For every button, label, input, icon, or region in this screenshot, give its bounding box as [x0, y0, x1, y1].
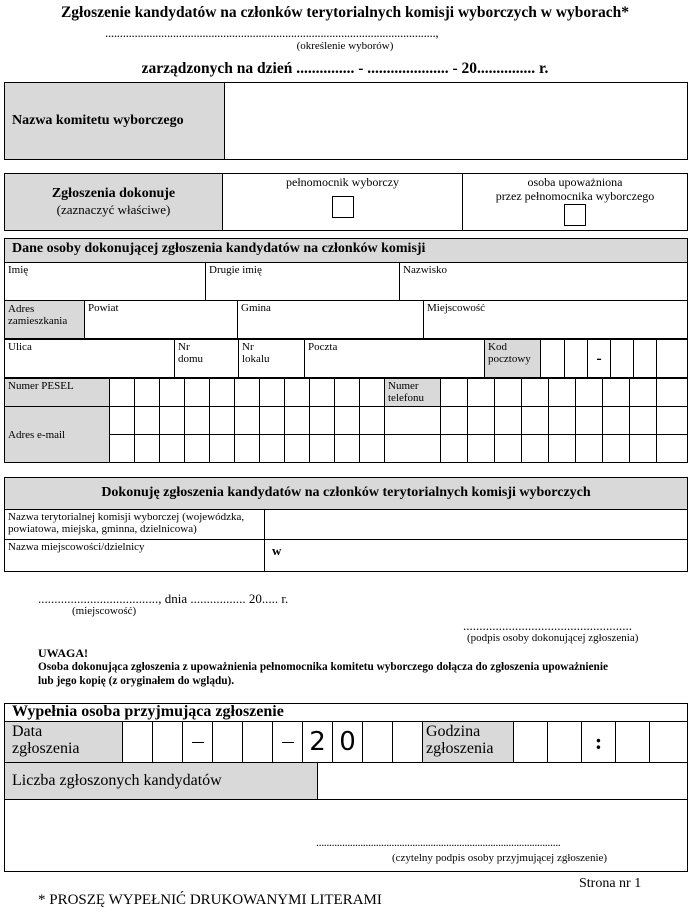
last-name-field[interactable] [400, 263, 688, 301]
date-digit-box[interactable] [153, 722, 183, 763]
email-char-box[interactable] [160, 435, 185, 463]
time-digit-box[interactable] [548, 722, 582, 763]
locality-field[interactable] [424, 301, 688, 339]
phone-digit-box[interactable] [603, 379, 630, 407]
second-name-label: Drugie imię [209, 264, 262, 276]
first-name-field[interactable] [5, 263, 206, 301]
postal-digit-box[interactable] [541, 340, 565, 378]
pesel-digit-box[interactable] [335, 379, 360, 407]
email-char-box[interactable] [549, 435, 576, 463]
street-label: Ulica [8, 341, 32, 353]
submitter-signature-caption: (podpis osoby dokonującej zgłoszenia) [467, 632, 639, 644]
phone-digit-box[interactable] [522, 379, 549, 407]
email-char-box[interactable] [468, 407, 495, 435]
email-char-box[interactable] [385, 407, 441, 435]
option-authorized-label-1: osoba upoważniona [527, 175, 623, 189]
first-name-label: Imię [8, 264, 29, 276]
email-char-box[interactable] [522, 435, 549, 463]
postal-digit-box[interactable] [634, 340, 657, 378]
receiver-signature-line[interactable]: .............................................................................................. [316, 835, 561, 849]
notice-line-1: Osoba dokonująca zgłoszenia z upoważnienia pełnomocnika komitetu wyborczego dołącza do zgłoszenia upoważnienie [38, 661, 608, 673]
phone-label-2: telefonu [388, 392, 425, 404]
email-char-box[interactable] [110, 435, 135, 463]
flat-number-field[interactable] [239, 340, 305, 378]
commission-section-title: Dokonuję zgłoszenia kandydatów na członków terytorialnych komisji wyborczych [4, 477, 688, 510]
email-char-box[interactable] [630, 407, 657, 435]
place-date-line[interactable]: ....................................., dnia ................. 20..... r. [38, 591, 289, 606]
email-char-box[interactable] [235, 407, 260, 435]
email-char-box[interactable] [135, 435, 160, 463]
time-digit-box[interactable] [514, 722, 548, 763]
email-char-box[interactable] [576, 435, 603, 463]
email-char-box[interactable] [603, 435, 630, 463]
email-char-box[interactable] [235, 435, 260, 463]
notice-title: UWAGA! [38, 646, 88, 660]
date-digit-box[interactable] [363, 722, 393, 763]
phone-digit-box[interactable] [576, 379, 603, 407]
post-office-label: Poczta [308, 341, 338, 353]
email-char-box[interactable] [260, 407, 285, 435]
candidate-count-field[interactable] [318, 763, 688, 800]
pesel-digit-box[interactable] [235, 379, 260, 407]
time-label-2: zgłoszenia [426, 740, 494, 757]
commission-name-label-1: Nazwa terytorialnej komisji wyborczej (wojewódzka, [8, 511, 245, 523]
email-char-box[interactable] [160, 407, 185, 435]
commune-field[interactable] [238, 301, 424, 339]
phone-digit-box[interactable] [549, 379, 576, 407]
phone-digit-box[interactable] [630, 379, 657, 407]
email-char-box[interactable] [135, 407, 160, 435]
submitter-role-table [4, 173, 688, 231]
phone-digit-box[interactable] [441, 379, 468, 407]
postal-label-1: Kod [488, 341, 507, 353]
candidate-count-label: Liczba zgłoszonych kandydatów [5, 763, 318, 800]
pesel-digit-box[interactable] [135, 379, 160, 407]
email-char-box[interactable] [335, 407, 360, 435]
time-label-1: Godzina [426, 723, 481, 740]
pesel-digit-box[interactable] [210, 379, 235, 407]
ordered-date-line[interactable]: zarządzonych na dzień ............... - ..................... - 20............... r. [141, 60, 549, 77]
person-id-block [4, 378, 688, 463]
email-char-box[interactable] [441, 407, 468, 435]
county-label: Powiat [88, 302, 119, 314]
election-caption: (określenie wyborów) [296, 40, 394, 52]
committee-name-field[interactable] [225, 83, 688, 160]
receiver-section-title: Wypełnia osoba przyjmująca zgłoszenie [12, 703, 284, 720]
last-name-label: Nazwisko [403, 264, 447, 276]
house-number-field[interactable] [175, 340, 239, 378]
email-char-box[interactable] [210, 407, 235, 435]
commission-locality-prefix: w [272, 543, 282, 558]
email-char-box[interactable] [285, 407, 310, 435]
receiver-date-row [4, 721, 688, 763]
date-separator [273, 722, 303, 763]
phone-label-1: Numer [388, 380, 419, 392]
pesel-digit-box[interactable] [110, 379, 135, 407]
address-label-1: Adres [8, 303, 35, 315]
second-name-field[interactable] [206, 263, 400, 301]
page-number: Strona nr 1 [579, 876, 642, 891]
email-char-box[interactable] [360, 407, 385, 435]
year-digit-2: 2 [303, 722, 333, 763]
phone-digit-box[interactable] [495, 379, 522, 407]
email-char-box[interactable] [210, 435, 235, 463]
post-office-field[interactable] [305, 340, 485, 378]
submitter-signature-line[interactable]: .................................................... [463, 618, 632, 633]
flat-label-2: lokalu [242, 353, 270, 365]
email-char-box[interactable] [657, 435, 688, 463]
option-authorized-label-2: przez pełnomocnika wyborczego [495, 189, 655, 203]
email-char-box[interactable] [310, 435, 335, 463]
commission-name-label-2: powiatowa, miejska, gminna, dzielnicowa) [8, 523, 197, 535]
commune-label: Gmina [241, 302, 271, 314]
candidate-count-row [4, 762, 688, 800]
date-digit-box[interactable] [123, 722, 153, 763]
time-separator: : [582, 722, 616, 763]
email-char-box[interactable] [285, 435, 310, 463]
person-section-title: Dane osoby dokonującej zgłoszenia kandydatów na członków komisji [4, 238, 688, 263]
email-char-box[interactable] [522, 407, 549, 435]
date-digit-box[interactable] [243, 722, 273, 763]
email-char-box[interactable] [549, 407, 576, 435]
house-label-1: Nr [178, 341, 190, 353]
email-char-box[interactable] [576, 407, 603, 435]
date-label-1: Data [12, 723, 43, 740]
option-proxy-label: pełnomocnik wyborczy [286, 175, 399, 189]
commission-table [4, 509, 688, 572]
pesel-digit-box[interactable] [285, 379, 310, 407]
submitter-role-label: Zgłoszenia dokonuje [51, 186, 176, 201]
email-char-box[interactable] [110, 407, 135, 435]
phone-digit-box[interactable] [468, 379, 495, 407]
pesel-digit-box[interactable] [160, 379, 185, 407]
email-char-box[interactable] [603, 407, 630, 435]
postal-dash: - [588, 340, 611, 378]
time-digit-box[interactable] [616, 722, 650, 763]
notice-line-2: lub jego kopię (z oryginałem do wglądu). [38, 675, 235, 687]
commission-name-field[interactable] [265, 510, 688, 540]
address-label-2: zamieszkania [8, 315, 68, 327]
date-digit-box[interactable] [393, 722, 423, 763]
postal-digit-box[interactable] [657, 340, 688, 378]
postal-digit-box[interactable] [565, 340, 588, 378]
commission-locality-field[interactable] [265, 540, 688, 572]
email-char-box[interactable] [185, 407, 210, 435]
county-field[interactable] [85, 301, 238, 339]
committee-label: Nazwa komitetu wyborczego [5, 83, 225, 160]
email-label: Adres e-mail [5, 407, 110, 463]
receiver-signature-caption: (czytelny podpis osoby przyjmującej zgłoszenie) [392, 852, 608, 864]
pesel-digit-box[interactable] [185, 379, 210, 407]
submitter-role-hint: (zaznaczyć właściwe) [56, 202, 171, 217]
date-label-2: zgłoszenia [12, 740, 80, 757]
email-char-box[interactable] [185, 435, 210, 463]
place-caption: (miejscowość) [72, 605, 137, 617]
footer-note: * PROSZĘ WYPEŁNIĆ DRUKOWANYMI LITERAMI [38, 892, 382, 908]
email-char-box[interactable] [310, 407, 335, 435]
email-char-box[interactable] [385, 435, 441, 463]
email-char-box[interactable] [630, 435, 657, 463]
pesel-digit-box[interactable] [310, 379, 335, 407]
email-char-box[interactable] [360, 435, 385, 463]
person-name-row [4, 262, 688, 301]
email-char-box[interactable] [495, 435, 522, 463]
year-digit-0: 0 [333, 722, 363, 763]
email-char-box[interactable] [260, 435, 285, 463]
option-proxy-checkbox[interactable] [332, 196, 354, 218]
flat-label-1: Nr [242, 341, 254, 353]
election-field[interactable]: ................................................................................................................, [105, 25, 439, 40]
postal-digit-box[interactable] [611, 340, 634, 378]
locality-label: Miejscowość [427, 302, 486, 314]
email-char-box[interactable] [495, 407, 522, 435]
postal-label-2: pocztowy [488, 353, 531, 365]
committee-table [4, 82, 688, 160]
pesel-digit-box[interactable] [360, 379, 385, 407]
phone-digit-box[interactable] [657, 379, 688, 407]
person-address-row [4, 300, 688, 339]
email-char-box[interactable] [335, 435, 360, 463]
street-field[interactable] [5, 340, 175, 378]
time-digit-box[interactable] [650, 722, 688, 763]
date-digit-box[interactable] [213, 722, 243, 763]
pesel-label: Numer PESEL [5, 379, 110, 407]
commission-locality-label: Nazwa miejscowości/dzielnicy [5, 540, 265, 572]
house-label-2: domu [178, 353, 204, 365]
form-title: Zgłoszenie kandydatów na członków terytorialnych komisji wyborczych w wyborach* [60, 4, 630, 21]
pesel-digit-box[interactable] [260, 379, 285, 407]
email-char-box[interactable] [657, 407, 688, 435]
date-separator [183, 722, 213, 763]
email-char-box[interactable] [468, 435, 495, 463]
option-authorized-checkbox[interactable] [564, 204, 586, 226]
person-street-row [4, 339, 688, 378]
email-char-box[interactable] [441, 435, 468, 463]
